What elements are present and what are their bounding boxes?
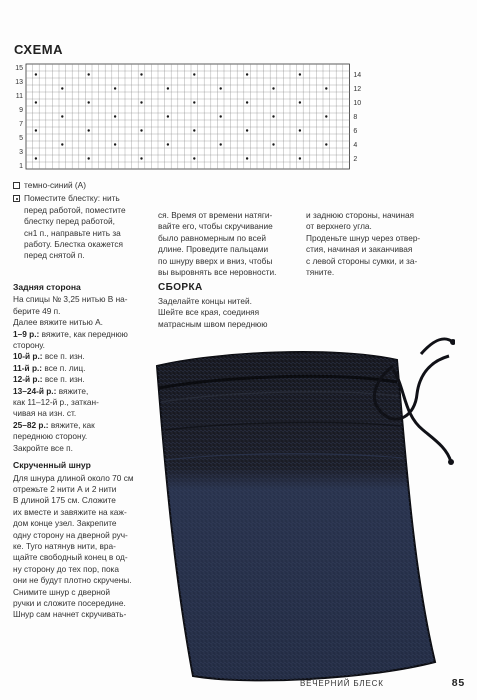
- step-text: вяжите, как переднюю сторону. Закройте все п.: [13, 419, 95, 453]
- assembly-continued-text: и заднюю стороны, начиная от верхнего угла. Проденьте шнур через отвер- стия, начиная и заканчивая с левой стороны сумки, и за- тяните.: [306, 210, 421, 278]
- sequin-dot: [140, 157, 142, 159]
- cord-continued-text: ся. Время от времени натяги- вайте его, чтобы скручивание было равномерным по всей длине. Проведите пальцами по шнуру вверх и вниз, чтобы вы выровнять все неровности.: [158, 210, 277, 278]
- sequin-dot: [167, 115, 169, 117]
- row-number-left: 3: [19, 149, 23, 156]
- sequin-dot: [35, 73, 37, 75]
- step-label: 11-й р.:: [13, 362, 43, 373]
- sequin-dot: [114, 87, 116, 89]
- column-2: [158, 210, 293, 330]
- row-number-right: 6: [353, 128, 358, 135]
- sequin-dot: [220, 87, 222, 89]
- sequin-dot: [88, 73, 90, 75]
- sequin-dot: [246, 73, 248, 75]
- sequin-dot: [272, 87, 274, 89]
- sequin-dot: [193, 157, 195, 159]
- sequin-dot: [88, 129, 90, 131]
- sequin-dot: [272, 143, 274, 145]
- chart-grid-svg: [12, 64, 362, 174]
- sequin-dot: [299, 157, 301, 159]
- step-label: 1–9 р.:: [13, 328, 40, 339]
- legend-text: Поместите блестку: нить перед работой, поместите блестку перед работой, сн1 п., направьте нить за работу. Блестка окажется перед снятой п.: [24, 193, 126, 261]
- row-number-left: 15: [15, 65, 23, 72]
- sequin-dot: [193, 73, 195, 75]
- step-text: все п. изн.: [42, 374, 85, 385]
- sequin-dot: [193, 129, 195, 131]
- back-side-steps: [13, 329, 153, 454]
- row-number-right: 8: [353, 114, 358, 121]
- legend-item-dark-blue: [13, 180, 153, 191]
- sequin-dot: [61, 87, 63, 89]
- step-text: все п. изн.: [42, 351, 85, 362]
- back-side-title: Задняя сторона: [13, 282, 81, 292]
- sequin-dot: [140, 73, 142, 75]
- column-1: [13, 282, 153, 621]
- dot-square-icon: [13, 195, 20, 202]
- sequin-dot: [140, 129, 142, 131]
- sequin-dot: [193, 101, 195, 103]
- empty-square-icon: [13, 182, 20, 189]
- step-text: все п. лиц.: [42, 362, 86, 373]
- chart-frame: [26, 64, 349, 169]
- assembly-text: Заделайте концы нитей. Шейте все края, соединяя матрасным швом переднюю: [158, 295, 268, 329]
- row-number-right: 4: [353, 142, 358, 149]
- page-number: 85: [451, 677, 465, 689]
- sequin-dot: [61, 115, 63, 117]
- sequin-dot: [35, 129, 37, 131]
- assembly-title: СБОРКА: [158, 282, 203, 294]
- row-number-right: 12: [353, 86, 362, 93]
- column-3: [306, 210, 466, 278]
- step-text: вяжите, как переднюю сторону.: [13, 328, 128, 351]
- step-row: [13, 374, 153, 385]
- magazine-section: ВЕЧЕРНИЙ БЛЕСК: [300, 679, 384, 688]
- row-number-right: 10: [353, 100, 362, 107]
- knitting-chart: [12, 64, 362, 174]
- scheme-title: СХЕМА: [14, 42, 63, 57]
- row-number-left: 7: [19, 121, 23, 128]
- step-label: 12-й р.:: [13, 374, 43, 385]
- step-label: 10-й р.:: [13, 351, 43, 362]
- sequin-dot: [220, 115, 222, 117]
- step-row: [13, 420, 153, 454]
- legend: [13, 180, 153, 264]
- row-number-right: 2: [353, 156, 358, 163]
- step-label: 13–24-й р.:: [13, 385, 57, 396]
- step-row: [13, 329, 153, 352]
- row-number-left: 9: [19, 107, 23, 114]
- row-number-right: 14: [353, 72, 362, 79]
- sequin-dot: [35, 101, 37, 103]
- knitted-bag-photo: [135, 330, 455, 690]
- step-label: 25–82 р.:: [13, 419, 49, 430]
- row-number-left: 1: [19, 163, 23, 170]
- step-row: [13, 351, 153, 362]
- sequin-dot: [299, 101, 301, 103]
- page-footer: [300, 679, 465, 688]
- sequin-dot: [325, 143, 327, 145]
- row-number-left: 13: [15, 79, 23, 86]
- sequin-dot: [88, 157, 90, 159]
- sequin-dot: [114, 115, 116, 117]
- sequin-dot: [246, 157, 248, 159]
- cord-text: Для шнура длиной около 70 см отрежьте 2 нити А и 2 нити В длиной 175 см. Сложите их вместе и завяжите на каж- дом конце узел. Закрепите одну сторону на дверной руч- ке. Туго натянув нити, вра- щайте свободный конец в од- ну сторону до тех пор, пока они не будут плотно скручены. Снимите шнур с дверной ручки и сложите посередине. Шнур сам начнет скручивать-: [13, 472, 134, 620]
- sequin-dot: [140, 101, 142, 103]
- sequin-dot: [88, 101, 90, 103]
- sequin-dot: [325, 87, 327, 89]
- sequin-dot: [299, 73, 301, 75]
- step-row: [13, 363, 153, 374]
- sequin-dot: [167, 143, 169, 145]
- step-row: [13, 386, 153, 420]
- sequin-dot: [246, 101, 248, 103]
- sequin-dot: [167, 87, 169, 89]
- sequin-dot: [325, 115, 327, 117]
- sequin-dot: [220, 143, 222, 145]
- sequin-dot: [299, 129, 301, 131]
- step-text: вяжите, как 11–12-й р., заткан- чивая на изн. ст.: [13, 385, 99, 419]
- back-side-intro: На спицы № 3,25 нитью В на- берите 49 п. Далее вяжите нитью А.: [13, 294, 128, 328]
- sequin-dot: [114, 143, 116, 145]
- legend-item-sequin: [13, 193, 153, 261]
- cord-title: Скрученный шнур: [13, 460, 91, 471]
- row-number-left: 11: [15, 93, 23, 100]
- sequin-dot: [272, 115, 274, 117]
- sequin-dot: [61, 143, 63, 145]
- legend-text: темно-синий (А): [24, 180, 86, 190]
- sequin-dot: [35, 157, 37, 159]
- sequin-dot: [246, 129, 248, 131]
- row-number-left: 5: [19, 135, 23, 142]
